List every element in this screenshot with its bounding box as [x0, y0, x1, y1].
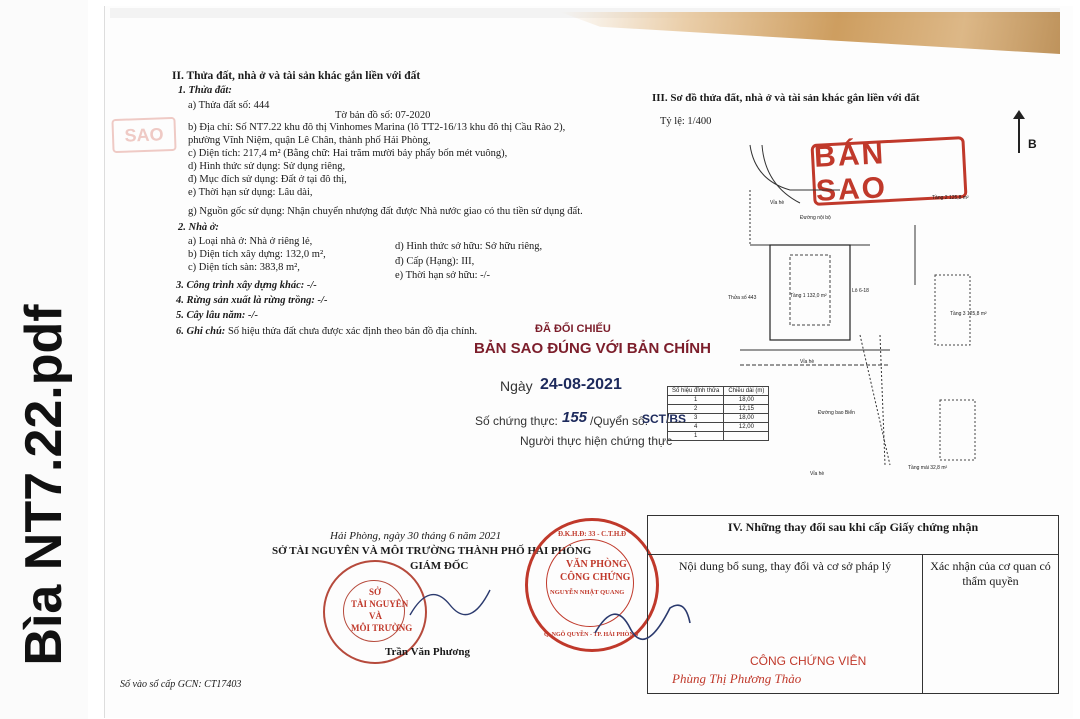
sign-org: SỞ TÀI NGUYÊN VÀ MÔI TRƯỜNG THÀNH PHỐ HẢI PHÒNG: [272, 545, 592, 557]
house-line: b) Diện tích xây dựng: 132,0 m²,: [188, 249, 326, 260]
cert-performer: Người thực hiện chứng thực: [520, 434, 673, 448]
house-line: đ) Cấp (Hạng): III,: [395, 256, 475, 267]
road-curve: [762, 145, 800, 203]
faded-copy-stamp: SAO: [111, 117, 176, 153]
notary-seal-bottom: Q. NGÔ QUYỀN - TP. HẢI PHÒNG: [544, 632, 639, 638]
copy-stamp: BÁN SAO: [810, 136, 967, 206]
cert-header: ĐÃ ĐỐI CHIẾU: [535, 323, 611, 335]
section3-title: III. Sơ đồ thửa đất, nhà ở và tài sản khác gắn liền với đất: [652, 92, 920, 104]
lot-label: Tầng 3 125,8 m²: [950, 311, 987, 317]
lot-cell: 2: [668, 405, 724, 414]
lot-label: Thửa số 443: [728, 295, 757, 301]
notary-name: Phùng Thị Phương Thảo: [672, 671, 802, 686]
lot-diagram: [720, 135, 1060, 475]
cert-date-label: Ngày: [500, 378, 533, 394]
lot-label: Tầng 1 132,0 m²: [790, 293, 827, 299]
item-3: 3. Công trình xây dựng khác: -/-: [176, 280, 317, 291]
cert-date-value: 24-08-2021: [540, 376, 622, 393]
section2-title: II. Thửa đất, nhà ở và tài sản khác gắn liền với đất: [172, 70, 421, 82]
house-line: c) Diện tích sàn: 383,8 m²,: [188, 262, 300, 273]
notary-seal-line: CÔNG CHỨNG: [560, 572, 631, 583]
lot-table-header: Số hiệu đỉnh thửa: [668, 387, 724, 396]
seal-line: VÀ: [369, 611, 382, 621]
land-line: c) Diện tích: 217,4 m² (Bằng chữ: Hai trăm mười bảy phẩy bốn mét vuông),: [188, 148, 508, 159]
section4-title: IV. Những thay đổi sau khi cấp Giấy chứng nhận: [648, 516, 1059, 555]
lot-label: Đường nội bộ: [800, 215, 831, 221]
sign-role: GIÁM ĐỐC: [410, 560, 469, 572]
lot-label: Vỉa hè: [770, 200, 785, 206]
seal-line: SỞ: [369, 587, 382, 597]
lot-label: Lô 6-18: [852, 288, 869, 294]
road-line: [860, 335, 890, 465]
map-sheet: Tờ bản đồ số: 07-2020: [335, 110, 431, 121]
lot-cell: [724, 432, 769, 441]
item-6: [176, 326, 477, 338]
lot-label: Đường bao Biển: [818, 410, 855, 416]
seal-line: TÀI NGUYÊN: [351, 599, 409, 609]
house-line: d) Hình thức sở hữu: Sở hữu riêng,: [395, 241, 543, 252]
registry-number: Số vào sổ cấp GCN: CT17403: [120, 679, 242, 690]
lot-label: Tầng mái 32,8 m²: [908, 465, 948, 471]
house-line: e) Thời hạn sở hữu: -/-: [395, 270, 491, 281]
land-line: d) Hình thức sử dụng: Sử dụng riêng,: [188, 161, 346, 172]
director-name: Trần Văn Phương: [385, 646, 471, 658]
seal-line: MÔI TRƯỜNG: [351, 623, 413, 633]
lot-cell: 3: [668, 414, 724, 423]
lot-cell: 18,00: [724, 414, 769, 423]
file-name-label: Bìa NT7.22.pdf: [15, 304, 73, 666]
house-line: a) Loại nhà ở: Nhà ở riêng lẻ,: [188, 236, 313, 247]
lot-cell: 18,00: [724, 396, 769, 405]
notary-seal-line: VĂN PHÒNG: [566, 559, 627, 570]
roof-plan: [940, 400, 975, 460]
changes-col-content: Nội dung bổ sung, thay đổi và cơ sở pháp lý: [648, 555, 923, 694]
sign-place-date: Hải Phòng, ngày 30 tháng 6 năm 2021: [330, 530, 502, 542]
director-signature-icon: [400, 575, 520, 625]
lot-table: [667, 386, 769, 441]
lot-cell: 1: [668, 396, 724, 405]
north-arrowhead-icon: [1013, 110, 1025, 119]
lot-label: Vỉa hè: [810, 471, 825, 477]
lot-cell: 1: [668, 432, 724, 441]
sidebar: [0, 0, 88, 719]
notary-seal-line: NGUYỄN NHẬT QUANG: [550, 589, 625, 596]
lot-label: Tầng 2 125,8 m²: [932, 195, 969, 201]
land-line: đ) Mục đích sử dụng: Đất ở tại đô thị,: [188, 174, 347, 185]
house-heading: 2. Nhà ở:: [178, 222, 219, 233]
cert-number-value: 155: [562, 409, 588, 426]
cert-title: BẢN SAO ĐÚNG VỚI BẢN CHÍNH: [474, 340, 711, 357]
lot-label: Vỉa hè: [800, 359, 815, 365]
item-4: 4. Rừng sản xuất là rừng trồng: -/-: [176, 295, 328, 306]
land-heading: 1. Thửa đất:: [178, 85, 232, 96]
road-curve: [750, 145, 840, 190]
notary-seal-top: Đ.K.H.Đ: 33 - C.T.H.Đ: [558, 530, 627, 538]
item-6-label: 6. Ghi chú:: [176, 326, 226, 337]
changes-col-approval: Xác nhận của cơ quan có thẩm quyền: [923, 555, 1059, 694]
notary-signature-icon: [590, 588, 700, 648]
land-line: a) Thửa đất số: 444: [188, 100, 270, 111]
cert-book-value: SCT/BS: [642, 412, 687, 426]
north-label: B: [1028, 137, 1037, 151]
lot-table-header: Chiều dài (m): [724, 387, 769, 396]
scale-label: Tỷ lệ: 1/400: [660, 116, 712, 127]
road-line: [880, 335, 885, 465]
land-line: b) Địa chỉ: Số NT7.22 khu đô thị Vinhomes Marina (lô TT2-16/13 khu đô thị Cầu Rào 2),: [188, 122, 566, 133]
lot-cell: 12,15: [724, 405, 769, 414]
land-line: e) Thời hạn sử dụng: Lâu dài,: [188, 187, 313, 198]
item-6-text: Số hiệu thửa đất chưa được xác định theo bản đồ địa chính.: [227, 326, 478, 337]
cert-book-label: /Quyển số:: [590, 414, 649, 428]
lot-cell: 12,00: [724, 423, 769, 432]
land-line: phường Vĩnh Niệm, quận Lê Chân, thành phố Hải Phòng,: [188, 135, 431, 146]
land-line: g) Nguồn gốc sử dụng: Nhận chuyển nhượng đất được Nhà nước giao có thu tiền sử dụng đất.: [188, 206, 583, 217]
notary-label: CÔNG CHỨNG VIÊN: [750, 654, 867, 668]
lot-cell: 4: [668, 423, 724, 432]
cert-number-label: Số chứng thực:: [475, 414, 558, 428]
item-5: 5. Cây lâu năm: -/-: [176, 310, 258, 321]
